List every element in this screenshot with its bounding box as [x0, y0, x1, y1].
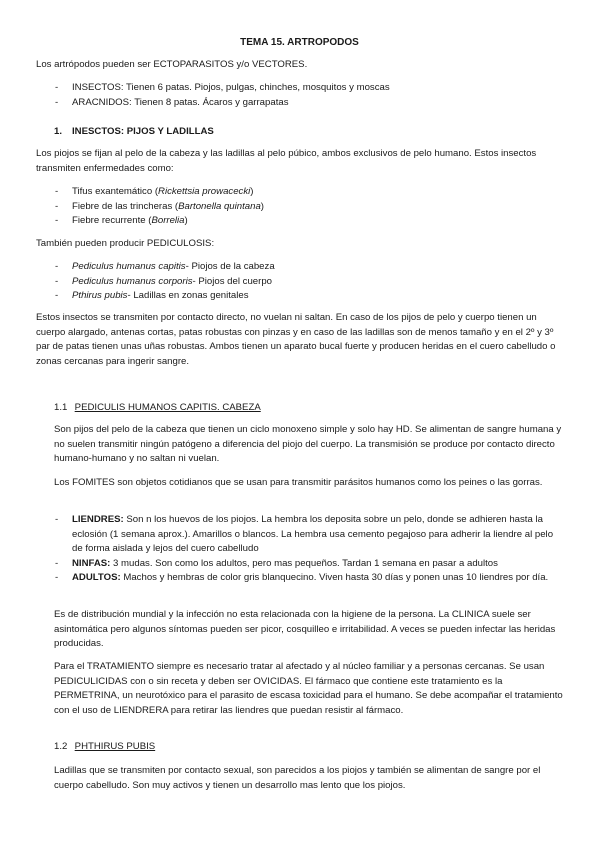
page-title: TEMA 15. ARTROPODOS	[240, 37, 359, 48]
sub11-paragraph-4: Para el TRATAMIENTO siempre es necesario tratar al afectado y al núcleo familiar y a personas cercanas. Se usan PEDICULICIDAS con o sin receta y deben ser OVICIDAS. El fármaco que contiene este tratamiento es la PERMETRINA, un neurotóxico para el parasito de escasa toxicidad para el humano. Se debe acompañar el tratamiento con el uso de LIENDRERA para retirar las liendres que puedan resistir al fármaco.	[54, 661, 563, 716]
list-item: - Pediculus humanus corporis- Piojos del cuerpo	[55, 275, 272, 287]
list-item: - INSECTOS: Tienen 6 patas. Piojos, pulgas, chinches, mosquitos y moscas	[55, 82, 390, 93]
intro-paragraph: Los artrópodos pueden ser ECTOPARASITOS y/o VECTORES.	[36, 59, 308, 70]
section-heading: 1. INESCTOS: PIJOS Y LADILLAS	[54, 126, 214, 137]
list-item: - LIENDRES: Son n los huevos de los piojos. La hembra los deposita sobre un pelo, donde se adhieren hasta la eclosión (1 semana aprox.). Amarillos o blancos. La hembra usa cemento pegajoso para adherir la liendre al pelo de forma aislada y lejos del cuero cabelludo	[55, 514, 554, 555]
intro-list	[36, 81, 566, 110]
list-item: - Fiebre de las trincheras (Bartonella quintana)	[55, 200, 264, 212]
sub11-paragraph-2: Los FOMITES son objetos cotidianos que se usan para transmitir parásitos humanos como los peines o las gorras.	[54, 477, 543, 488]
list-item: - Tifus exantemático (Rickettsia prowacecki)	[55, 186, 254, 197]
list-item: - Fiebre recurrente (Borrelia)	[55, 215, 188, 227]
list-item: - Pthirus pubis- Ladillas en zonas genitales	[55, 290, 249, 302]
list-item: - NINFAS: 3 mudas. Son como los adultos, pero mas pequeños. Tardan 1 semana en pasar a adultos	[55, 557, 498, 569]
section1-paragraph-2: También pueden producir PEDICULOSIS:	[36, 238, 215, 249]
sub11-paragraph-1: Son pijos del pelo de la cabeza que tienen un ciclo monoxeno simple y solo hay HD. Se alimentan de sangre humana y no suelen transmitir ningún patógeno a diferencia del piojo del cuerpo. La transmisión se produce por contacto directo humano-humano y no saltan ni vuelan.	[54, 424, 562, 465]
section1-paragraph-3: Estos insectos se transmiten por contacto directo, no vuelan ni saltan. En caso de los pijos de pelo y cuerpo tienen un cuerpo alargado, antenas cortas, patas robustas con pinzas y en caso de las ladillas son de menos tamaño y en el 2º y 3º par de patas tienen unas uñas robustas. Ambos tienen un aparato bucal fuerte y producen heridas en el cuero cabelludo o zonas cercanas para ingerir sangre.	[36, 312, 556, 367]
list-item: - Pediculus humanus capitis- Piojos de la cabeza	[55, 261, 275, 272]
list-item: - ADULTOS: Machos y hembras de color gris blanquecino. Viven hasta 30 días y ponen unas 10 liendres por día.	[55, 572, 549, 584]
stages-list	[36, 513, 566, 586]
species-list	[36, 260, 566, 304]
subsection-heading: 1.1 PEDICULIS HUMANOS CAPITIS. CABEZA	[54, 402, 261, 413]
section1-paragraph-1: Los piojos se fijan al pelo de la cabeza y las ladillas al pelo púbico, ambos exclusivos de pelo humano. Estos insectos transmiten enfermedades como:	[36, 148, 537, 174]
sub12-paragraph-1: Ladillas que se transmiten por contacto sexual, son parecidos a los piojos y también se alimentan de sangre por el cuerpo cabelludo. Son muy activos y tienen un desarrollo mas lento que los piojos.	[54, 765, 541, 791]
disease-list	[36, 185, 566, 229]
list-item: - ARACNIDOS: Tienen 8 patas. Ácaros y garrapatas	[55, 96, 289, 108]
subsection-heading: 1.2 PHTHIRUS PUBIS	[54, 741, 156, 752]
sub11-paragraph-3: Es de distribución mundial y la infección no esta relacionada con la higiene de la persona. La CLINICA suele ser asintomática pero algunos síntomas pueden ser picor, cosquilleo e irritabilidad. A veces se pueden infectar las heridas producidas.	[54, 609, 556, 650]
